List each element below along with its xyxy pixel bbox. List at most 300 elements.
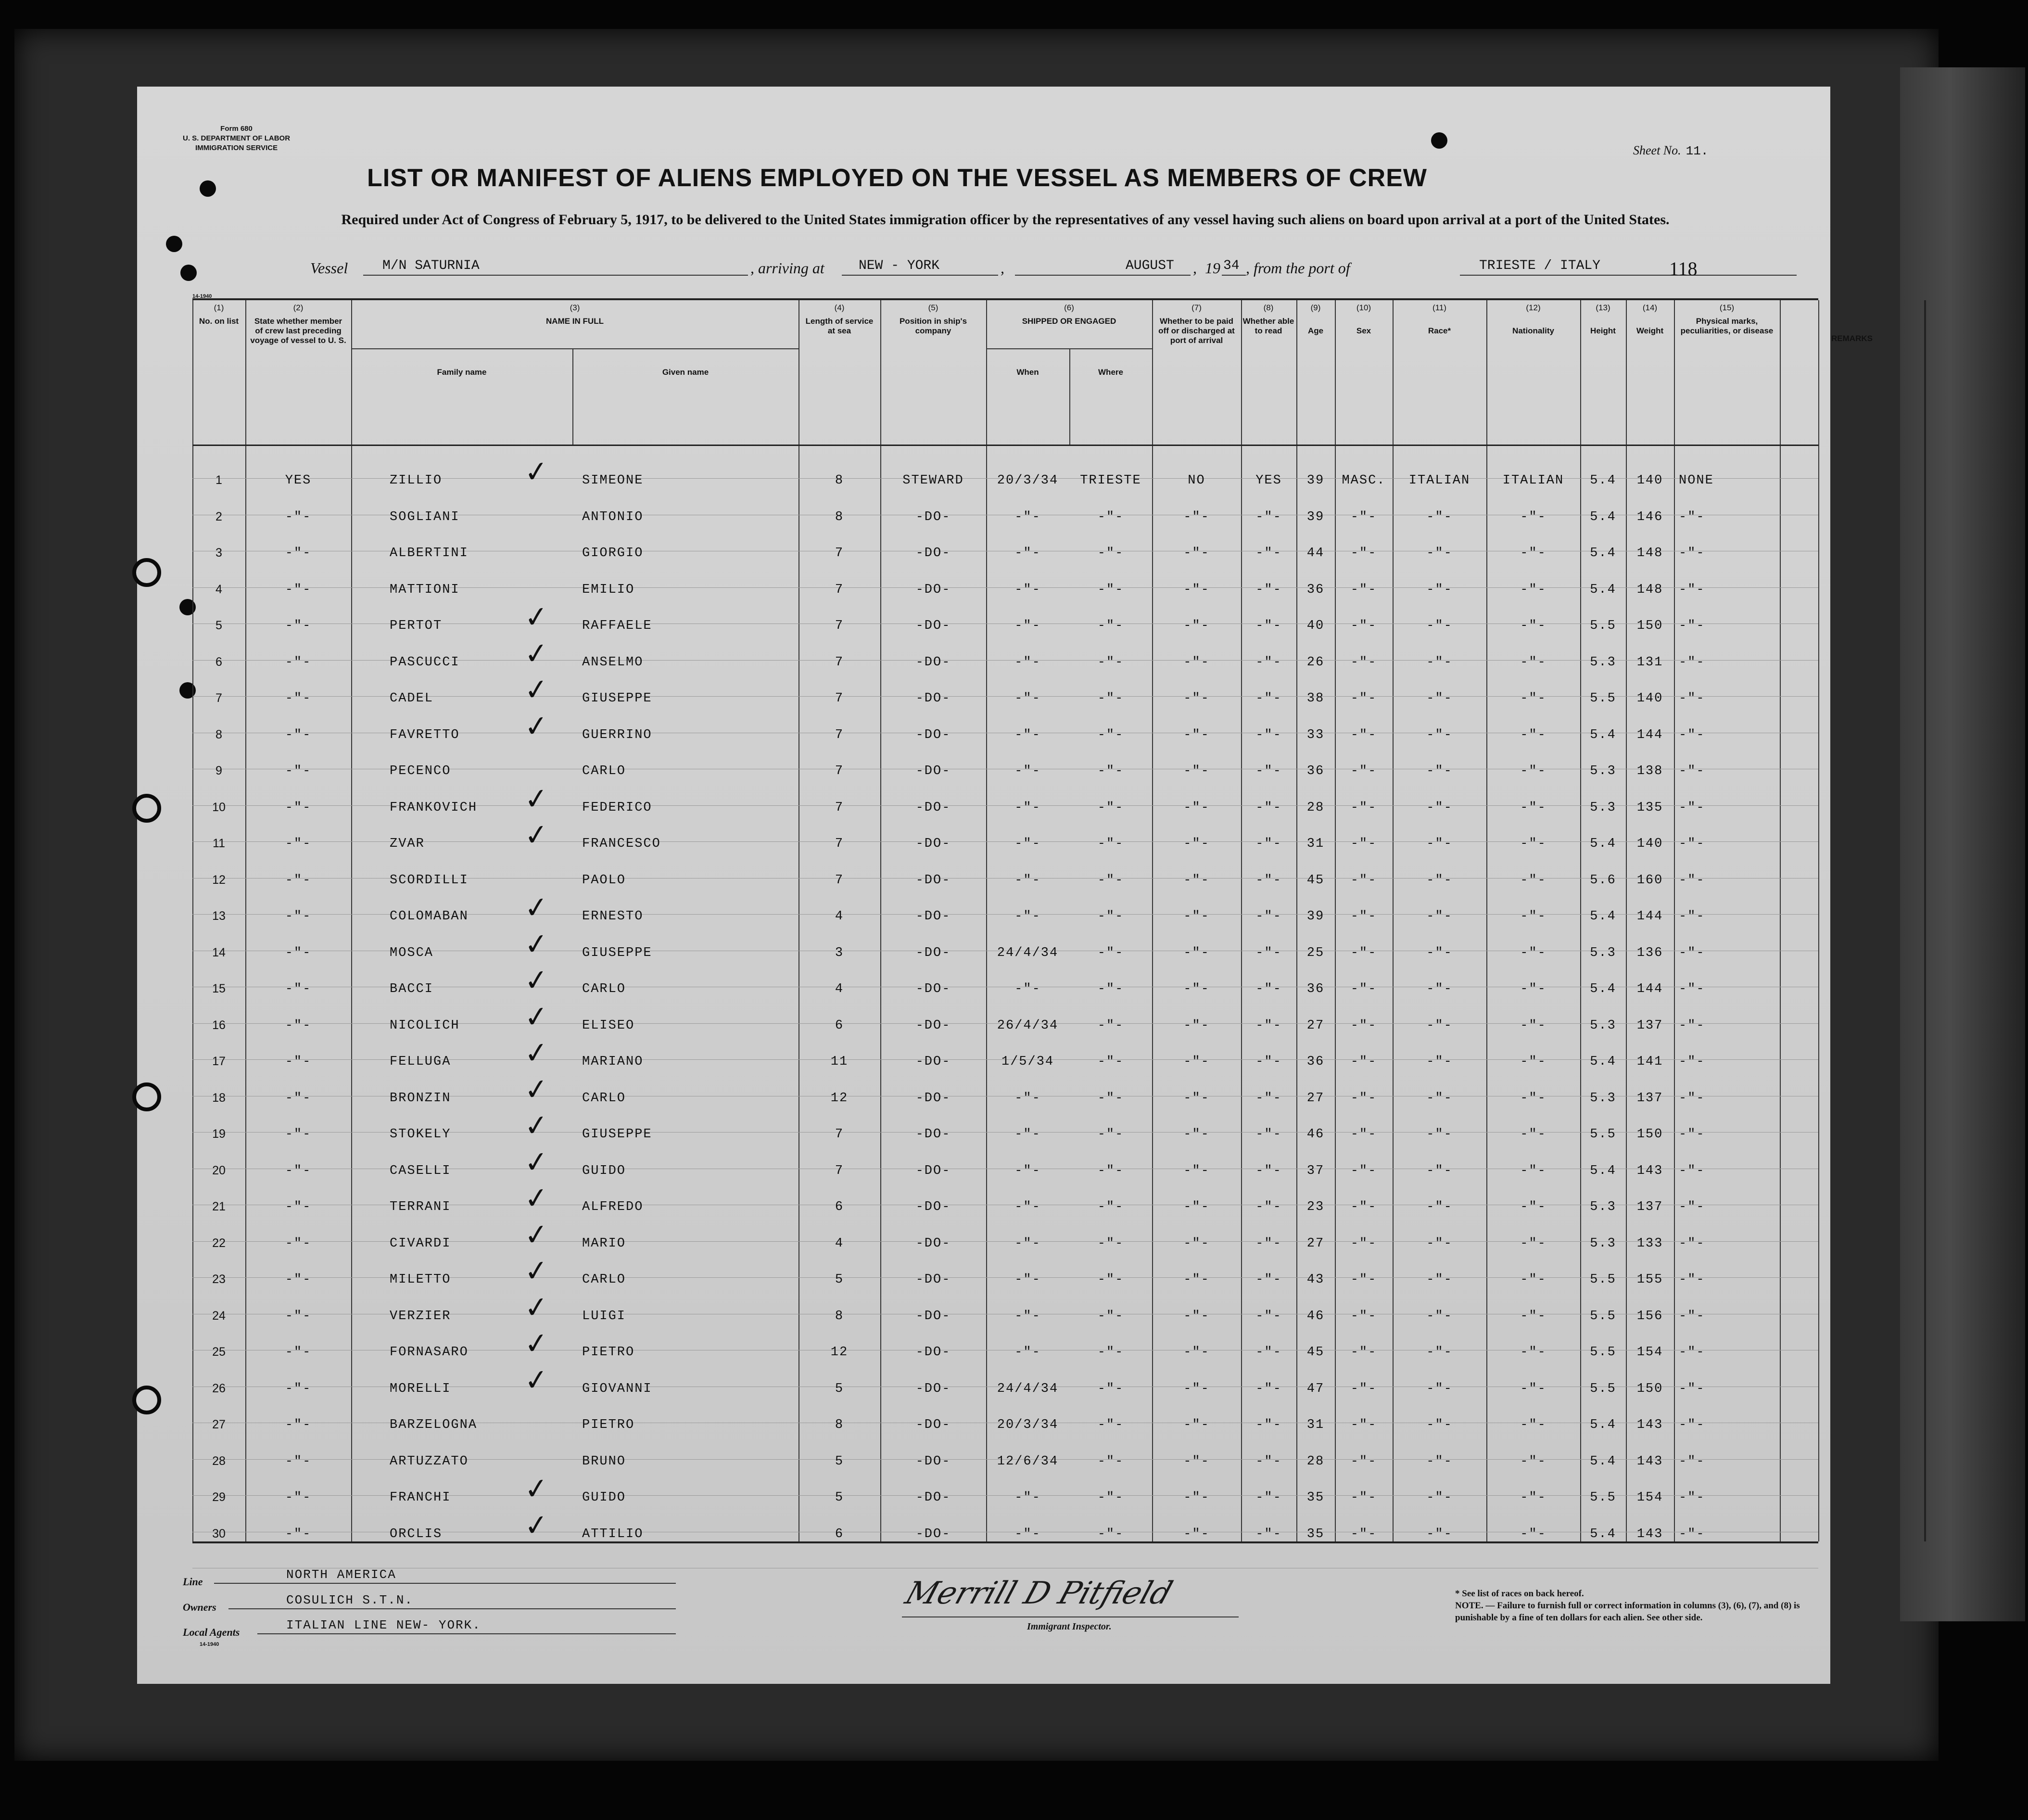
cell-able-to-read: -"-	[1255, 982, 1282, 996]
cell-row-number: 11	[213, 837, 225, 850]
cell-physical-marks: -"-	[1679, 982, 1705, 996]
page-title: LIST OR MANIFEST OF ALIENS EMPLOYED ON THE VESSEL AS MEMBERS OF CREW	[367, 164, 1427, 192]
cell-engaged-when: -"-	[1014, 619, 1041, 633]
cell-nationality: -"-	[1520, 509, 1546, 524]
agents-value: ITALIAN LINE NEW- YORK.	[286, 1618, 481, 1632]
cell-previous-voyage: -"-	[285, 1018, 312, 1033]
ring-hole	[132, 1386, 161, 1414]
col-header-when: When	[1016, 368, 1039, 377]
footnote-penalty: NOTE. — Failure to furnish full or correct information in columns (3), (6), (7), and (8) is punishable by a fine of ten dollars for each alien. See other side.	[1455, 1601, 1800, 1623]
cell-engaged-when: -"-	[1014, 655, 1041, 670]
cell-position: -DO-	[915, 1163, 951, 1178]
cell-position: -DO-	[915, 1527, 951, 1541]
cell-engaged-when: -"-	[1014, 1163, 1041, 1178]
cell-nationality: -"-	[1520, 1418, 1546, 1432]
cell-length-of-service: 4	[835, 1236, 844, 1251]
cell-row-number: 7	[215, 691, 222, 705]
cell-physical-marks: -"-	[1679, 764, 1705, 778]
cell-row-number: 23	[212, 1273, 226, 1286]
cell-physical-marks: -"-	[1679, 1273, 1705, 1287]
cell-height: 5.5	[1590, 1309, 1616, 1324]
cell-physical-marks: -"-	[1679, 837, 1705, 851]
check-mark-icon: ✓	[522, 1107, 550, 1144]
cell-able-to-read: -"-	[1255, 1454, 1282, 1469]
cell-able-to-read: YES	[1255, 473, 1282, 488]
cell-row-number: 14	[212, 945, 226, 959]
cell-position: -DO-	[915, 800, 951, 815]
cell-age: 25	[1306, 945, 1325, 960]
cell-physical-marks: -"-	[1679, 1127, 1705, 1142]
cell-physical-marks: -"-	[1679, 1418, 1705, 1432]
cell-family-name: SCORDILLI	[390, 873, 469, 888]
table-row	[192, 672, 1924, 728]
cell-height: 5.3	[1590, 655, 1616, 670]
cell-row-number: 20	[212, 1163, 226, 1177]
cell-race: -"-	[1426, 837, 1453, 851]
cell-engaged-where: -"-	[1097, 1381, 1124, 1396]
cell-given-name: GIUSEPPE	[582, 945, 652, 960]
cell-physical-marks: -"-	[1679, 1091, 1705, 1106]
cell-race: -"-	[1426, 945, 1453, 960]
cell-age: 36	[1306, 1055, 1325, 1069]
cell-engaged-when: -"-	[1014, 873, 1041, 888]
cell-age: 43	[1306, 1273, 1325, 1287]
cell-engaged-where: -"-	[1097, 1418, 1124, 1432]
cell-height: 5.4	[1590, 837, 1616, 851]
table-row	[192, 781, 1924, 837]
cell-paid-off: NO	[1188, 473, 1205, 488]
cell-length-of-service: 7	[835, 873, 844, 888]
cell-position: -DO-	[915, 945, 951, 960]
cell-weight: 154	[1636, 1345, 1663, 1360]
sheet-value: 11.	[1686, 144, 1709, 158]
cell-able-to-read: -"-	[1255, 1527, 1282, 1541]
cell-previous-voyage: -"-	[285, 945, 312, 960]
cell-paid-off: -"-	[1183, 1273, 1210, 1287]
cell-able-to-read: -"-	[1255, 837, 1282, 851]
cell-weight: 148	[1636, 546, 1663, 560]
cell-family-name: SOGLIANI	[390, 509, 460, 524]
cell-length-of-service: 7	[835, 727, 844, 742]
cell-weight: 155	[1636, 1273, 1663, 1287]
cell-weight: 133	[1636, 1236, 1663, 1251]
cell-engaged-when: -"-	[1014, 727, 1041, 742]
cell-given-name: PAOLO	[582, 873, 626, 888]
cell-paid-off: -"-	[1183, 837, 1210, 851]
cell-age: 39	[1306, 909, 1325, 924]
cell-family-name: BRONZIN	[390, 1091, 451, 1106]
cell-age: 45	[1306, 873, 1325, 888]
cell-paid-off: -"-	[1183, 546, 1210, 560]
cell-row-number: 17	[212, 1055, 226, 1068]
cell-previous-voyage: -"-	[285, 619, 312, 633]
cell-family-name: BARZELOGNA	[390, 1418, 478, 1432]
cell-engaged-where: -"-	[1097, 982, 1124, 996]
cell-physical-marks: -"-	[1679, 1309, 1705, 1324]
col-header-remarks: REMARKS	[1831, 334, 1873, 343]
cell-nationality: -"-	[1520, 1200, 1546, 1214]
cell-height: 5.4	[1590, 473, 1616, 488]
cell-able-to-read: -"-	[1255, 619, 1282, 633]
cell-position: -DO-	[915, 582, 951, 597]
cell-sex: -"-	[1350, 582, 1377, 597]
cell-given-name: RAFFAELE	[582, 619, 652, 633]
cell-height: 5.3	[1590, 1091, 1616, 1106]
cell-weight: 160	[1636, 873, 1663, 888]
cell-able-to-read: -"-	[1255, 1091, 1282, 1106]
cell-family-name: FRANKOVICH	[390, 800, 478, 815]
cell-physical-marks: -"-	[1679, 509, 1705, 524]
cell-length-of-service: 8	[835, 473, 844, 488]
cell-length-of-service: 7	[835, 546, 844, 560]
cell-paid-off: -"-	[1183, 1418, 1210, 1432]
cell-able-to-read: -"-	[1255, 800, 1282, 815]
cell-height: 5.3	[1590, 1018, 1616, 1033]
cell-position: -DO-	[915, 1454, 951, 1469]
footnote	[1455, 1588, 1821, 1624]
cell-age: 36	[1306, 982, 1325, 996]
cell-sex: -"-	[1350, 727, 1377, 742]
table-row	[192, 1507, 1924, 1564]
cell-able-to-read: -"-	[1255, 1236, 1282, 1251]
cell-weight: 138	[1636, 764, 1663, 778]
cell-family-name: PASCUCCI	[390, 655, 460, 670]
cell-height: 5.4	[1590, 582, 1616, 597]
cell-length-of-service: 7	[835, 691, 844, 706]
cell-weight: 144	[1636, 909, 1663, 924]
cell-height: 5.5	[1590, 1127, 1616, 1142]
cell-engaged-when: 1/5/34	[1001, 1055, 1054, 1069]
cell-position: -DO-	[915, 1273, 951, 1287]
cell-age: 47	[1306, 1381, 1325, 1396]
cell-nationality: -"-	[1520, 582, 1546, 597]
cell-length-of-service: 8	[835, 1309, 844, 1324]
line-value: NORTH AMERICA	[286, 1567, 396, 1582]
cell-race: -"-	[1426, 509, 1453, 524]
cell-given-name: GUIDO	[582, 1490, 626, 1505]
cell-weight: 144	[1636, 727, 1663, 742]
cell-paid-off: -"-	[1183, 1381, 1210, 1396]
cell-weight: 140	[1636, 691, 1663, 706]
cell-able-to-read: -"-	[1255, 764, 1282, 778]
cell-previous-voyage: -"-	[285, 691, 312, 706]
cell-engaged-when: -"-	[1014, 1309, 1041, 1324]
table-row	[192, 817, 1924, 873]
cell-weight: 135	[1636, 800, 1663, 815]
cell-paid-off: -"-	[1183, 1309, 1210, 1324]
cell-engaged-when: -"-	[1014, 909, 1041, 924]
cell-nationality: -"-	[1520, 1309, 1546, 1324]
cell-age: 39	[1306, 509, 1325, 524]
cell-row-number: 4	[215, 582, 222, 596]
cell-weight: 137	[1636, 1091, 1663, 1106]
table-row	[192, 873, 1924, 910]
cell-given-name: CARLO	[582, 1273, 626, 1287]
cell-length-of-service: 6	[835, 1200, 844, 1214]
cell-previous-voyage: -"-	[285, 873, 312, 888]
cell-length-of-service: 11	[830, 1055, 849, 1069]
vessel-name: M/N SATURNIA	[382, 258, 480, 273]
cell-position: -DO-	[915, 837, 951, 851]
cell-row-number: 12	[212, 873, 226, 887]
footnote-races: * See list of races on back hereof.	[1455, 1589, 1584, 1599]
cell-length-of-service: 7	[835, 582, 844, 597]
cell-family-name: ORCLIS	[390, 1527, 443, 1541]
cell-position: -DO-	[915, 509, 951, 524]
cell-row-number: 15	[212, 982, 226, 995]
cell-able-to-read: -"-	[1255, 727, 1282, 742]
cell-position: -DO-	[915, 1127, 951, 1142]
department-name: U. S. DEPARTMENT OF LABOR	[183, 134, 291, 142]
cell-engaged-where: -"-	[1097, 1345, 1124, 1360]
cell-paid-off: -"-	[1183, 982, 1210, 996]
cell-paid-off: -"-	[1183, 1091, 1210, 1106]
cell-paid-off: -"-	[1183, 1163, 1210, 1178]
cell-sex: -"-	[1350, 1018, 1377, 1033]
check-mark-icon: ✓	[522, 599, 550, 636]
col-header-nationality: (12) Nationality	[1512, 303, 1554, 335]
cell-engaged-when: 20/3/34	[997, 473, 1059, 488]
table-row	[192, 1144, 1924, 1200]
cell-engaged-where: -"-	[1097, 837, 1124, 851]
cell-paid-off: -"-	[1183, 619, 1210, 633]
cell-race: -"-	[1426, 1309, 1453, 1324]
cell-physical-marks: -"-	[1679, 1381, 1705, 1396]
cell-nationality: -"-	[1520, 1163, 1546, 1178]
cell-engaged-where: -"-	[1097, 800, 1124, 815]
check-mark-icon: ✓	[522, 1507, 550, 1543]
cell-family-name: ZILLIO	[390, 473, 443, 488]
cell-length-of-service: 5	[835, 1454, 844, 1469]
cell-sex: -"-	[1350, 1163, 1377, 1178]
cell-row-number: 29	[212, 1490, 226, 1504]
manifest-page	[137, 87, 1873, 1684]
cell-previous-voyage: -"-	[285, 582, 312, 597]
cell-height: 5.4	[1590, 1527, 1616, 1541]
table-row	[192, 599, 1924, 655]
cell-engaged-where: -"-	[1097, 1273, 1124, 1287]
table-row	[192, 1035, 1924, 1091]
cell-engaged-when: -"-	[1014, 582, 1041, 597]
cell-race: -"-	[1426, 546, 1453, 560]
cell-engaged-when: -"-	[1014, 1273, 1041, 1287]
cell-row-number: 27	[212, 1418, 226, 1431]
check-mark-icon: ✓	[522, 817, 550, 853]
cell-previous-voyage: -"-	[285, 1345, 312, 1360]
cell-nationality: -"-	[1520, 1018, 1546, 1033]
arriving-port: NEW - YORK	[859, 258, 940, 273]
cell-weight: 143	[1636, 1418, 1663, 1432]
sheet-number	[1633, 143, 1708, 158]
cell-nationality: -"-	[1520, 619, 1546, 633]
inspector-label: Immigrant Inspector.	[1027, 1621, 1112, 1632]
cell-weight: 143	[1636, 1163, 1663, 1178]
cell-nationality: -"-	[1520, 1127, 1546, 1142]
col-header-where: Where	[1098, 368, 1123, 377]
cell-weight: 137	[1636, 1018, 1663, 1033]
cell-nationality: -"-	[1520, 655, 1546, 670]
cell-physical-marks: -"-	[1679, 691, 1705, 706]
cell-race: -"-	[1426, 800, 1453, 815]
cell-nationality: -"-	[1520, 691, 1546, 706]
cell-sex: -"-	[1350, 691, 1377, 706]
cell-previous-voyage: -"-	[285, 800, 312, 815]
cell-nationality: -"-	[1520, 982, 1546, 996]
cell-race: -"-	[1426, 1454, 1453, 1469]
cell-given-name: MARIANO	[582, 1055, 644, 1069]
cell-age: 46	[1306, 1309, 1325, 1324]
cell-previous-voyage: -"-	[285, 1527, 312, 1541]
punch-hole	[166, 236, 182, 252]
check-mark-icon: ✓	[522, 781, 550, 817]
cell-position: -DO-	[915, 1236, 951, 1251]
table-row	[192, 999, 1924, 1055]
cell-weight: 144	[1636, 982, 1663, 996]
cell-sex: -"-	[1350, 619, 1377, 633]
cell-age: 40	[1306, 619, 1325, 633]
cell-weight: 143	[1636, 1454, 1663, 1469]
cell-row-number: 24	[212, 1309, 226, 1323]
check-mark-icon: ✓	[522, 1217, 550, 1253]
cell-given-name: GIORGIO	[582, 546, 644, 560]
cell-engaged-where: -"-	[1097, 1127, 1124, 1142]
cell-engaged-where: -"-	[1097, 1236, 1124, 1251]
cell-able-to-read: -"-	[1255, 691, 1282, 706]
cell-position: -DO-	[915, 1091, 951, 1106]
cell-nationality: -"-	[1520, 764, 1546, 778]
cell-length-of-service: 7	[835, 655, 844, 670]
cell-sex: -"-	[1350, 1309, 1377, 1324]
cell-paid-off: -"-	[1183, 727, 1210, 742]
cell-race: -"-	[1426, 1200, 1453, 1214]
cell-paid-off: -"-	[1183, 655, 1210, 670]
table-row	[192, 546, 1924, 583]
cell-row-number: 5	[215, 619, 222, 632]
cell-position: -DO-	[915, 909, 951, 924]
col-header-name: (3) NAME IN FULL	[546, 303, 604, 326]
cell-position: -DO-	[915, 619, 951, 633]
cell-row-number: 13	[212, 909, 226, 923]
cell-engaged-when: 24/4/34	[997, 945, 1059, 960]
cell-able-to-read: -"-	[1255, 1018, 1282, 1033]
cell-age: 37	[1306, 1163, 1325, 1178]
cell-nationality: ITALIAN	[1502, 473, 1564, 488]
cell-family-name: MOSCA	[390, 945, 434, 960]
cell-engaged-where: TRIESTE	[1080, 473, 1141, 488]
cell-given-name: PIETRO	[582, 1345, 635, 1360]
cell-weight: 131	[1636, 655, 1663, 670]
cell-position: -DO-	[915, 1490, 951, 1505]
cell-length-of-service: 4	[835, 982, 844, 996]
cell-family-name: FELLUGA	[390, 1055, 451, 1069]
cell-race: -"-	[1426, 909, 1453, 924]
cell-paid-off: -"-	[1183, 1527, 1210, 1541]
cell-physical-marks: -"-	[1679, 546, 1705, 560]
cell-height: 5.5	[1590, 1345, 1616, 1360]
cell-row-number: 26	[212, 1381, 226, 1395]
cell-physical-marks: -"-	[1679, 655, 1705, 670]
cell-row-number: 22	[212, 1236, 226, 1250]
cell-able-to-read: -"-	[1255, 1127, 1282, 1142]
cell-engaged-when: -"-	[1014, 1236, 1041, 1251]
cell-height: 5.5	[1590, 1490, 1616, 1505]
cell-position: -DO-	[915, 691, 951, 706]
check-mark-icon: ✓	[522, 636, 550, 672]
table-row	[192, 636, 1924, 692]
cell-paid-off: -"-	[1183, 764, 1210, 778]
arrival-month: AUGUST	[1126, 258, 1174, 273]
table-row	[192, 454, 1924, 510]
cell-physical-marks: -"-	[1679, 619, 1705, 633]
cell-race: -"-	[1426, 1236, 1453, 1251]
table-row	[192, 1325, 1924, 1382]
cell-length-of-service: 7	[835, 837, 844, 851]
cell-position: -DO-	[915, 1381, 951, 1396]
check-mark-icon: ✓	[522, 1035, 550, 1071]
cell-paid-off: -"-	[1183, 691, 1210, 706]
cell-height: 5.3	[1590, 1236, 1616, 1251]
cell-age: 27	[1306, 1236, 1325, 1251]
cell-length-of-service: 4	[835, 909, 844, 924]
table-row	[192, 1471, 1924, 1527]
cell-family-name: MATTIONI	[390, 582, 460, 597]
col-header-given-name: Given name	[662, 368, 709, 377]
cell-family-name: COLOMABAN	[390, 909, 469, 924]
cell-nationality: -"-	[1520, 873, 1546, 888]
cell-family-name: FRANCHI	[390, 1490, 451, 1505]
cell-position: -DO-	[915, 1345, 951, 1360]
cell-row-number: 9	[215, 764, 222, 777]
cell-engaged-where: -"-	[1097, 619, 1124, 633]
cell-family-name: CASELLI	[390, 1163, 451, 1178]
cell-position: -DO-	[915, 655, 951, 670]
check-mark-icon: ✓	[522, 1362, 550, 1398]
cell-row-number: 3	[215, 546, 222, 560]
table-row	[192, 1253, 1924, 1309]
cell-family-name: STOKELY	[390, 1127, 451, 1142]
owners-label: Owners	[183, 1601, 216, 1613]
cell-sex: -"-	[1350, 1091, 1377, 1106]
cell-given-name: FRANCESCO	[582, 837, 661, 851]
table-row	[192, 926, 1924, 982]
check-mark-icon: ✓	[522, 999, 550, 1035]
cell-height: 5.4	[1590, 1055, 1616, 1069]
cell-race: -"-	[1426, 1345, 1453, 1360]
cell-previous-voyage: -"-	[285, 546, 312, 560]
cell-length-of-service: 7	[835, 1163, 844, 1178]
table-row	[192, 708, 1924, 764]
cell-race: -"-	[1426, 1273, 1453, 1287]
table-row	[192, 583, 1924, 619]
cell-able-to-read: -"-	[1255, 1418, 1282, 1432]
cell-given-name: EMILIO	[582, 582, 635, 597]
cell-physical-marks: -"-	[1679, 945, 1705, 960]
cell-physical-marks: NONE	[1679, 473, 1714, 488]
cell-able-to-read: -"-	[1255, 1163, 1282, 1178]
cell-row-number: 1	[215, 473, 222, 487]
cell-length-of-service: 5	[835, 1381, 844, 1396]
cell-nationality: -"-	[1520, 727, 1546, 742]
cell-paid-off: -"-	[1183, 1018, 1210, 1033]
cell-sex: -"-	[1350, 655, 1377, 670]
cell-height: 5.4	[1590, 1418, 1616, 1432]
cell-able-to-read: -"-	[1255, 1200, 1282, 1214]
cell-family-name: ALBERTINI	[390, 546, 469, 560]
check-mark-icon: ✓	[522, 1471, 550, 1507]
cell-race: -"-	[1426, 982, 1453, 996]
cell-paid-off: -"-	[1183, 582, 1210, 597]
cell-age: 44	[1306, 546, 1325, 560]
